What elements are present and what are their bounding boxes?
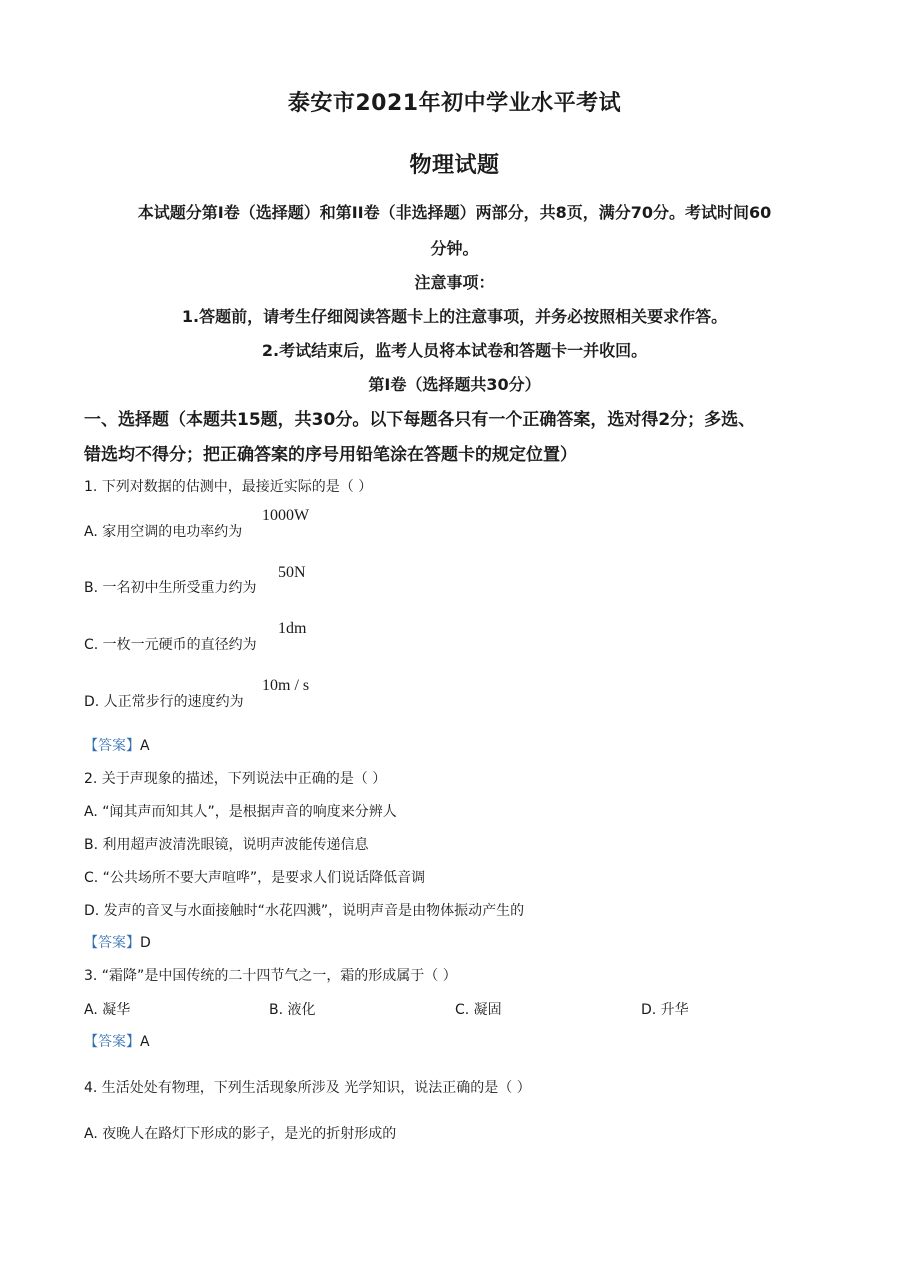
q2-option-c: C. “公共场所不要大声喧哗”，是要求人们说话降低音调 xyxy=(84,870,426,886)
q1-option-d-text: D. 人正常步行的速度约为 xyxy=(84,694,244,710)
q1-option-b-value: 50N xyxy=(278,564,306,581)
q1-option-c-text: C. 一枚一元硬币的直径约为 xyxy=(84,637,257,653)
notice-item-2: 2.考试结束后，监考人员将本试卷和答题卡一并收回。 xyxy=(261,341,648,360)
q1-option-d xyxy=(84,691,244,711)
q2-answer xyxy=(84,932,151,952)
q1-option-a-text: A. 家用空调的电功率约为 xyxy=(84,524,243,540)
q2-option-b: B. 利用超声波清洗眼镜，说明声波能传递信息 xyxy=(84,837,369,853)
q3-option-c: C. 凝固 xyxy=(455,1002,502,1018)
part-one-heading: 第I卷（选择题共30分） xyxy=(368,375,541,394)
q1-option-a-value: 1000W xyxy=(262,507,310,524)
notice-title: 注意事项： xyxy=(414,273,495,292)
notice-item-1: 1.答题前，请考生仔细阅读答题卡上的注意事项，并务必按照相关要求作答。 xyxy=(181,307,728,326)
q1-option-b xyxy=(84,577,257,597)
q1-stem: 1. 下列对数据的估测中，最接近实际的是（ ） xyxy=(84,479,373,495)
exam-subtitle: 物理试题 xyxy=(409,153,500,178)
section-heading-line-1: 一、选择题（本题共15题，共30分。以下每题各只有一个正确答案，选对得2分；多选、 xyxy=(84,410,756,430)
q1-option-c xyxy=(84,634,257,654)
q1-answer-value: A xyxy=(140,738,150,754)
q4-stem: 4. 生活处处有物理，下列生活现象所涉及 光学知识，说法正确的是（ ） xyxy=(84,1080,531,1096)
q1-option-a xyxy=(84,521,242,541)
q1-option-b-text: B. 一名初中生所受重力约为 xyxy=(84,580,257,596)
q3-answer-tag: 【答案】 xyxy=(84,1034,140,1050)
q2-answer-tag: 【答案】 xyxy=(84,935,140,951)
q3-answer-value: A xyxy=(140,1034,150,1050)
q3-option-b: B. 液化 xyxy=(269,1002,316,1018)
q2-option-d: D. 发声的音叉与水面接触时“水花四溅”，说明声音是由物体振动产生的 xyxy=(84,903,525,919)
q3-stem: 3. “霜降”是中国传统的二十四节气之一，霜的形成属于（ ） xyxy=(84,968,457,984)
q1-answer xyxy=(84,735,150,755)
exam-title: 泰安市2021年初中学业水平考试 xyxy=(287,91,622,116)
q2-option-a: A. “闻其声而知其人”，是根据声音的响度来分辨人 xyxy=(84,804,397,820)
q3-answer xyxy=(84,1031,150,1051)
q3-option-d: D. 升华 xyxy=(641,1002,689,1018)
q2-stem: 2. 关于声现象的描述，下列说法中正确的是（ ） xyxy=(84,771,387,787)
q1-option-d-value: 10m / s xyxy=(262,677,310,694)
q4-option-a: A. 夜晚人在路灯下形成的影子，是光的折射形成的 xyxy=(84,1126,397,1142)
intro-line-1: 本试题分第I卷（选择题）和第II卷（非选择题）两部分，共8页，满分70分。考试时间60 xyxy=(137,203,772,222)
q1-option-c-value: 1dm xyxy=(278,620,307,637)
q2-answer-value: D xyxy=(140,935,151,951)
q3-option-a: A. 凝华 xyxy=(84,1002,131,1018)
q1-answer-tag: 【答案】 xyxy=(84,738,140,754)
section-heading-line-2: 错选均不得分；把正确答案的序号用铅笔涂在答题卡的规定位置） xyxy=(84,445,577,465)
intro-line-2: 分钟。 xyxy=(430,239,479,258)
